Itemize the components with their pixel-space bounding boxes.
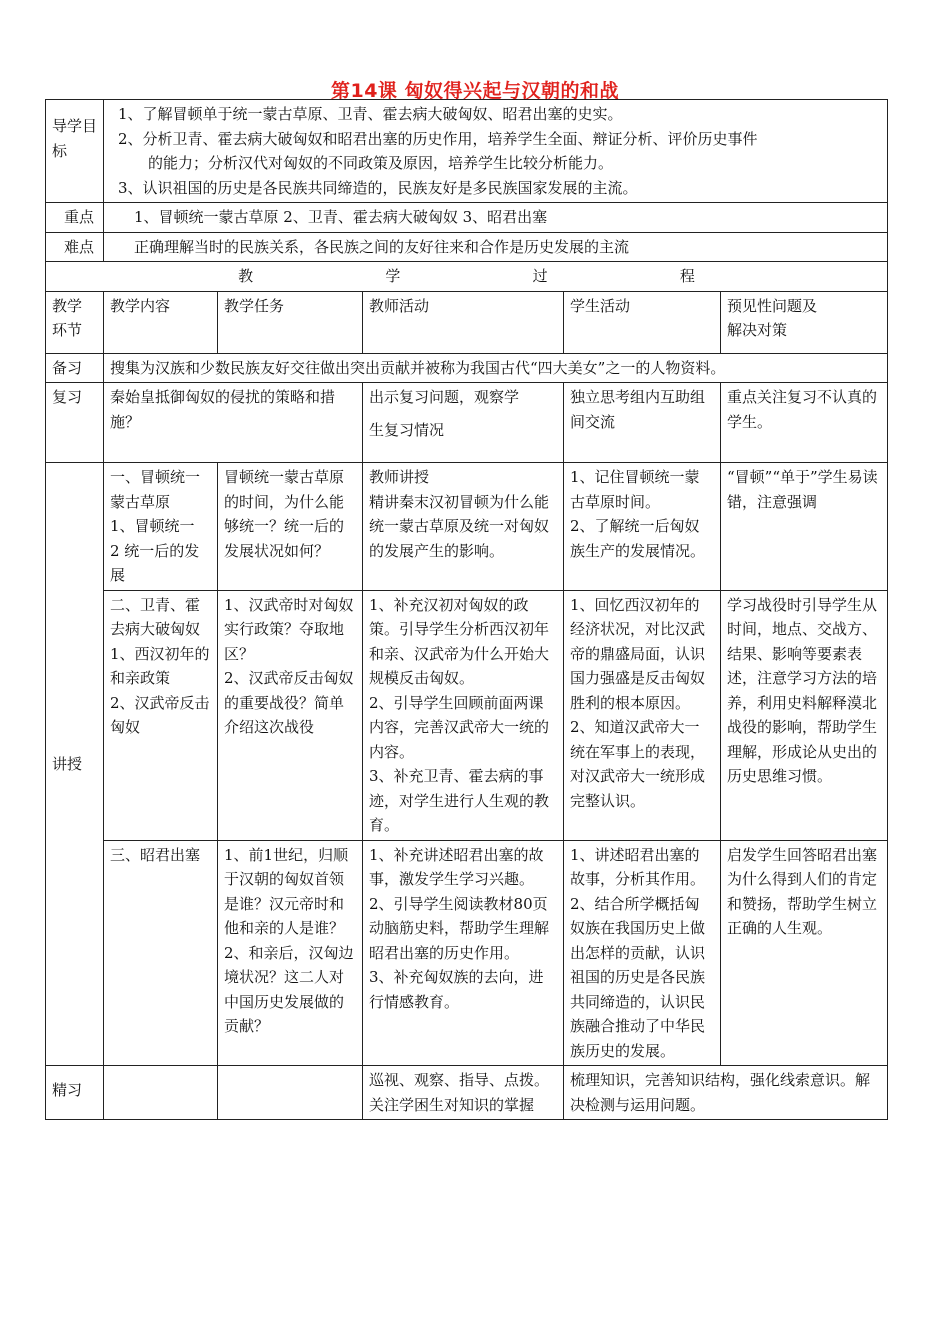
review-student: 独立思考组内互助组间交流 [564, 383, 721, 463]
objectives-text [104, 100, 888, 203]
lecture-row-2 [46, 590, 888, 840]
col-task: 教学任务 [218, 291, 363, 353]
lesson-plan-table [45, 99, 888, 1120]
objectives-row [46, 100, 888, 203]
objectives-label: 导学目标 [46, 100, 104, 203]
key-points-label: 重 点 [46, 203, 104, 233]
difficulty-row [46, 232, 888, 262]
lecture-2-teacher: 1、补充汉初对匈奴的政策。引导学生分析西汉初年和亲、汉武帝为什么开始大规模反击匈奴。 2、引导学生回顾前面两课内容，完善汉武帝大一统的内容。 3、补充卫青、霍去病的事迹，对学生进行人生观的教育。 [363, 590, 564, 840]
lecture-3-strategy: 启发学生回答昭君出塞为什么得到人们的肯定和赞扬，帮助学生树立正确的人生观。 [721, 840, 888, 1066]
practice-stage: 精习 [46, 1066, 104, 1120]
practice-teacher: 巡视、观察、指导、点拨。关注学困生对知识的掌握 [363, 1066, 564, 1120]
preview-stage: 备习 [46, 353, 104, 383]
key-points-text: 1、冒顿统一蒙古草原 2、卫青、霍去病大破匈奴 3、昭君出塞 [104, 203, 888, 233]
objective-3: 3、认识祖国的历史是各民族共同缔造的，民族友好是多民族国家发展的主流。 [118, 178, 638, 197]
difficulty-text: 正确理解当时的民族关系，各民族之间的友好往来和合作是历史发展的主流 [104, 232, 888, 262]
review-strategy: 重点关注复习不认真的学生。 [721, 383, 888, 463]
lecture-1-strategy: “冒顿”“单于”学生易读错，注意强调 [721, 463, 888, 591]
review-content: 秦始皇抵御匈奴的侵扰的策略和措施？ [104, 383, 363, 463]
lecture-1-student: 1、记住冒顿统一蒙古草原时间。 2、了解统一后匈奴族生产的发展情况。 [564, 463, 721, 591]
key-points-row [46, 203, 888, 233]
practice-content [104, 1066, 218, 1120]
objective-1: 1、了解冒顿单于统一蒙古草原、卫青、霍去病大破匈奴、昭君出塞的史实。 [118, 105, 623, 123]
lecture-3-student: 1、讲述昭君出塞的故事，分析其作用。 2、结合所学概括匈奴族在我国历史上做出怎样的贡献，认识祖国的历史是各民族共同缔造的，认识民族融合推动了中华民族历史的发展。 [564, 840, 721, 1066]
col-stage: 教学 环节 [46, 291, 104, 353]
review-stage: 复习 [46, 383, 104, 463]
difficulty-label: 难 点 [46, 232, 104, 262]
practice-student: 梳理知识，完善知识结构，强化线索意识。解决检测与运用问题。 [564, 1066, 888, 1120]
column-header-row [46, 291, 888, 353]
objective-2: 2、分析卫青、霍去病大破匈奴和昭君出塞的历史作用，培养学生全面、辩证分析、评价历史事件 [118, 129, 758, 148]
process-header: 教 学 过 程 [46, 262, 888, 292]
lecture-1-task: 冒顿统一蒙古草原的时间，为什么能够统一？统一后的发展状况如何？ [218, 463, 363, 591]
objective-2-cont: 的能力；分析汉代对匈奴的不同政策及原因，培养学生比较分析能力。 [148, 154, 614, 172]
review-row [46, 383, 888, 463]
practice-row [46, 1066, 888, 1120]
lecture-2-content: 二、卫青、霍去病大破匈奴 1、西汉初年的和亲政策 2、汉武帝反击匈奴 [104, 590, 218, 840]
preview-row [46, 353, 888, 383]
lecture-3-content: 三、昭君出塞 [104, 840, 218, 1066]
col-teacher: 教师活动 [363, 291, 564, 353]
lecture-row-3 [46, 840, 888, 1066]
lecture-row-1 [46, 463, 888, 591]
lecture-3-task: 1、前1世纪，归顺于汉朝的匈奴首领是谁？汉元帝时和他和亲的人是谁？ 2、和亲后，汉匈边境状况？这二人对中国历史发展做的贡献？ [218, 840, 363, 1066]
lecture-2-student: 1、回忆西汉初年的经济状况，对比汉武帝的鼎盛局面，认识国力强盛是反击匈奴胜利的根本原因。 2、知道汉武帝大一统在军事上的表现，对汉武帝大一统形成完整认识。 [564, 590, 721, 840]
practice-task [218, 1066, 363, 1120]
col-student: 学生活动 [564, 291, 721, 353]
lecture-stage: 讲授 [46, 463, 104, 1066]
lecture-3-teacher: 1、补充讲述昭君出塞的故事，激发学生学习兴趣。 2、引导学生阅读教材80页动脑筋史料，帮助学生理解昭君出塞的历史作用。 3、补充匈奴族的去向，进行情感教育。 [363, 840, 564, 1066]
page-title: 第14课 匈奴得兴起与汉朝的和战 [330, 80, 620, 102]
lecture-2-strategy: 学习战役时引导学生从时间，地点、交战方、结果、影响等要素表述，注意学习方法的培养，利用史料解释漠北战役的影响，帮助学生理解，形成论从史出的历史思维习惯。 [721, 590, 888, 840]
lecture-2-task: 1、汉武帝时对匈奴实行政策？夺取地区？ 2、汉武帝反击匈奴的重要战役？简单介绍这次战役 [218, 590, 363, 840]
lecture-1-content: 一、冒顿统一蒙古草原 1、冒顿统一 2 统一后的发展 [104, 463, 218, 591]
col-content: 教学内容 [104, 291, 218, 353]
preview-text: 搜集为汉族和少数民族友好交往做出突出贡献并被称为我国古代“四大美女”之一的人物资料。 [104, 353, 888, 383]
process-header-row [46, 262, 888, 292]
review-teacher: 出示复习问题，观察学 生复习情况 [363, 383, 564, 463]
lecture-1-teacher: 教师讲授 精讲秦末汉初冒顿为什么能统一蒙古草原及统一对匈奴的发展产生的影响。 [363, 463, 564, 591]
col-strategy: 预见性问题及 解决对策 [721, 291, 888, 353]
